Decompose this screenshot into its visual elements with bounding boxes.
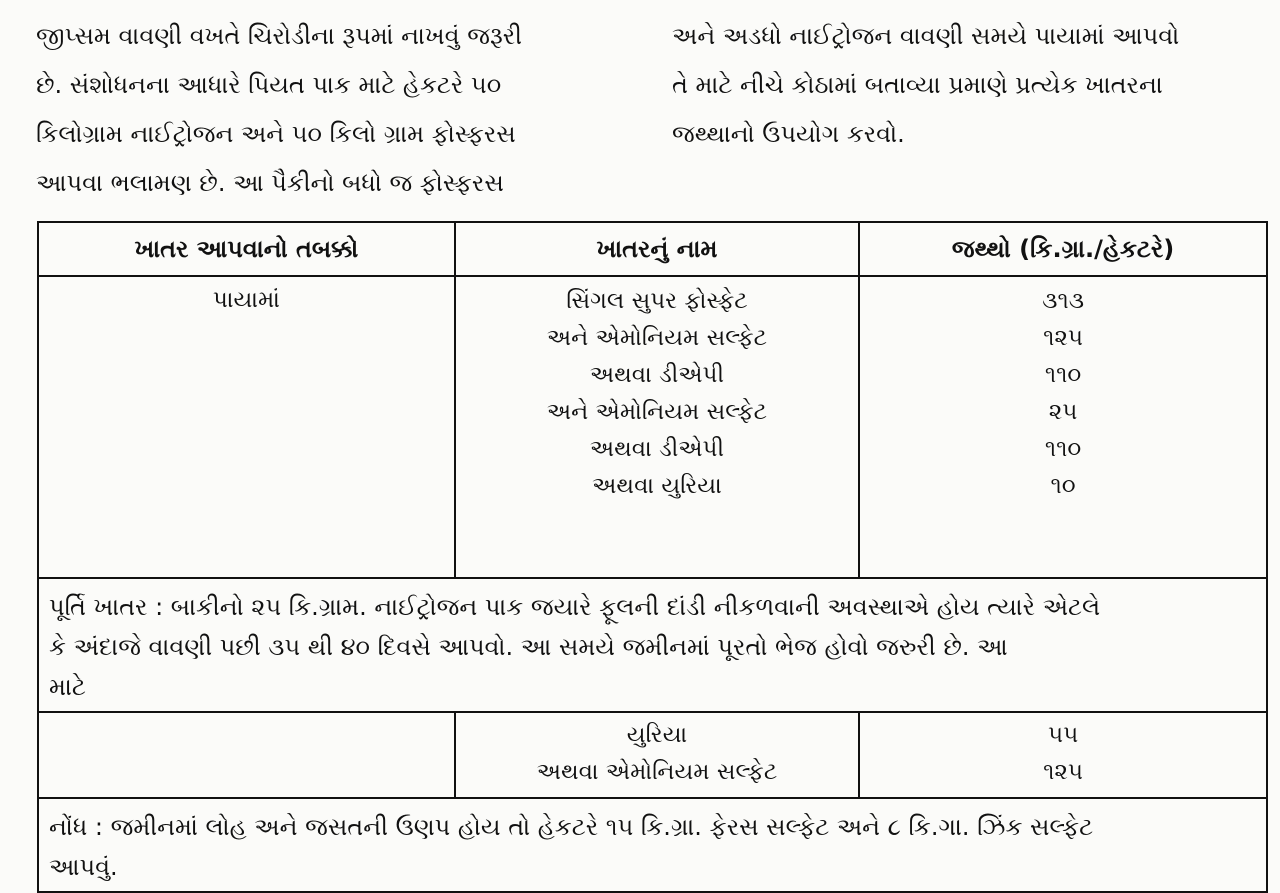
fertilizer-name: અને એમોનિયમ સલ્ફેટ (546, 325, 768, 351)
intro-left-column (36, 12, 651, 208)
intro-text (36, 12, 1268, 212)
basal-stage-cell (38, 276, 455, 578)
intro-line: જીપ્સમ વાવણી વખતે ચિરોડીના રૂપમાં નાખવું જરૂરી (36, 22, 522, 50)
intro-line: જથ્થાનો ઉપયોગ કરવો. (672, 120, 905, 148)
fertilizer-name: અથવા ડીએપી (589, 436, 725, 462)
topdress-row (38, 712, 1267, 798)
footnote-line: નોંધ : જમીનમાં લોહ અને જસતની ઉણપ હોય તો હેકટરે ૧૫ કિ.ગ્રા. ફેરસ સલ્ફેટ અને ૮ કિ.ગા. ઝિંક સલ્ફેટ (49, 813, 1094, 841)
fertilizer-quantity: ૧૧૦ (1044, 362, 1082, 388)
basal-quantity-cell (859, 276, 1267, 578)
intro-line: કિલોગ્રામ નાઈટ્રોજન અને ૫૦ કિલો ગ્રામ ફોસ્ફરસ (36, 120, 516, 148)
basal-stage: પાયામાં (212, 287, 280, 313)
fertilizer-quantity: ૧૧૦ (1044, 436, 1082, 462)
intro-line: તે માટે નીચે કોઠામાં બતાવ્યા પ્રમાણે પ્રત્યેક ખાતરના (672, 71, 1163, 99)
footnote (38, 798, 1267, 892)
fertilizer-quantity: ૧૨૫ (1043, 325, 1084, 351)
fertilizer-name: યુરિયા (626, 722, 688, 748)
header-stage: ખાતર આપવાનો તબક્કો (38, 222, 455, 276)
footnote-line: આપવું. (49, 853, 118, 881)
basal-fertilizer-cell (455, 276, 859, 578)
fertilizer-quantity: ૧૨૫ (1043, 759, 1084, 785)
basal-row (38, 276, 1267, 578)
note-line: માટે (49, 673, 86, 701)
fertilizer-quantity: ૫૫ (1047, 722, 1079, 748)
table-header-row (38, 222, 1267, 276)
intro-line: આપવા ભલામણ છે. આ પૈકીનો બધો જ ફોસ્ફરસ (36, 169, 504, 197)
fertilizer-table (37, 221, 1268, 893)
header-quantity: જથ્થો (કિ.ગ્રા./હેકટરે) (859, 222, 1267, 276)
topdress-quantity-cell (859, 712, 1267, 798)
note-line: પૂર્તિ ખાતર : બાકીનો ૨૫ કિ.ગ્રામ. નાઈટ્રોજન પાક જયારે ફૂલની દાંડી નીકળવાની અવસ્થાએ હોય ત્યારે એટલે (49, 593, 1101, 621)
fertilizer-quantity: ૩૧૩ (1042, 288, 1085, 314)
topdress-note-row (38, 578, 1267, 712)
fertilizer-name: અથવા ડીએપી (589, 362, 725, 388)
intro-line: અને અડધો નાઈટ્રોજન વાવણી સમયે પાયામાં આપવો (672, 22, 1180, 50)
intro-line: છે. સંશોધનના આધારે પિયત પાક માટે હેકટરે ૫૦ (36, 71, 502, 99)
fertilizer-name: સિંગલ સુપર ફોસ્ફેટ (566, 288, 748, 314)
fertilizer-name: અને એમોનિયમ સલ્ફેટ (546, 399, 768, 425)
topdress-stage-cell (38, 712, 455, 798)
fertilizer-quantity: ૨૫ (1048, 399, 1078, 425)
footnote-row (38, 798, 1267, 892)
fertilizer-name: અથવા યુરિયા (592, 473, 722, 499)
topdress-fertilizer-cell (455, 712, 859, 798)
fertilizer-name: અથવા એમોનિયમ સલ્ફેટ (536, 759, 778, 785)
header-fertilizer-name: ખાતરનું નામ (455, 222, 859, 276)
note-line: કે અંદાજે વાવણી પછી ૩૫ થી ૪૦ દિવસે આપવો. આ સમયે જમીનમાં પૂરતો ભેજ હોવો જરુરી છે. આ (49, 633, 1008, 661)
intro-right-column (672, 12, 1272, 159)
topdress-note (38, 578, 1267, 712)
fertilizer-quantity: ૧૦ (1050, 473, 1076, 499)
